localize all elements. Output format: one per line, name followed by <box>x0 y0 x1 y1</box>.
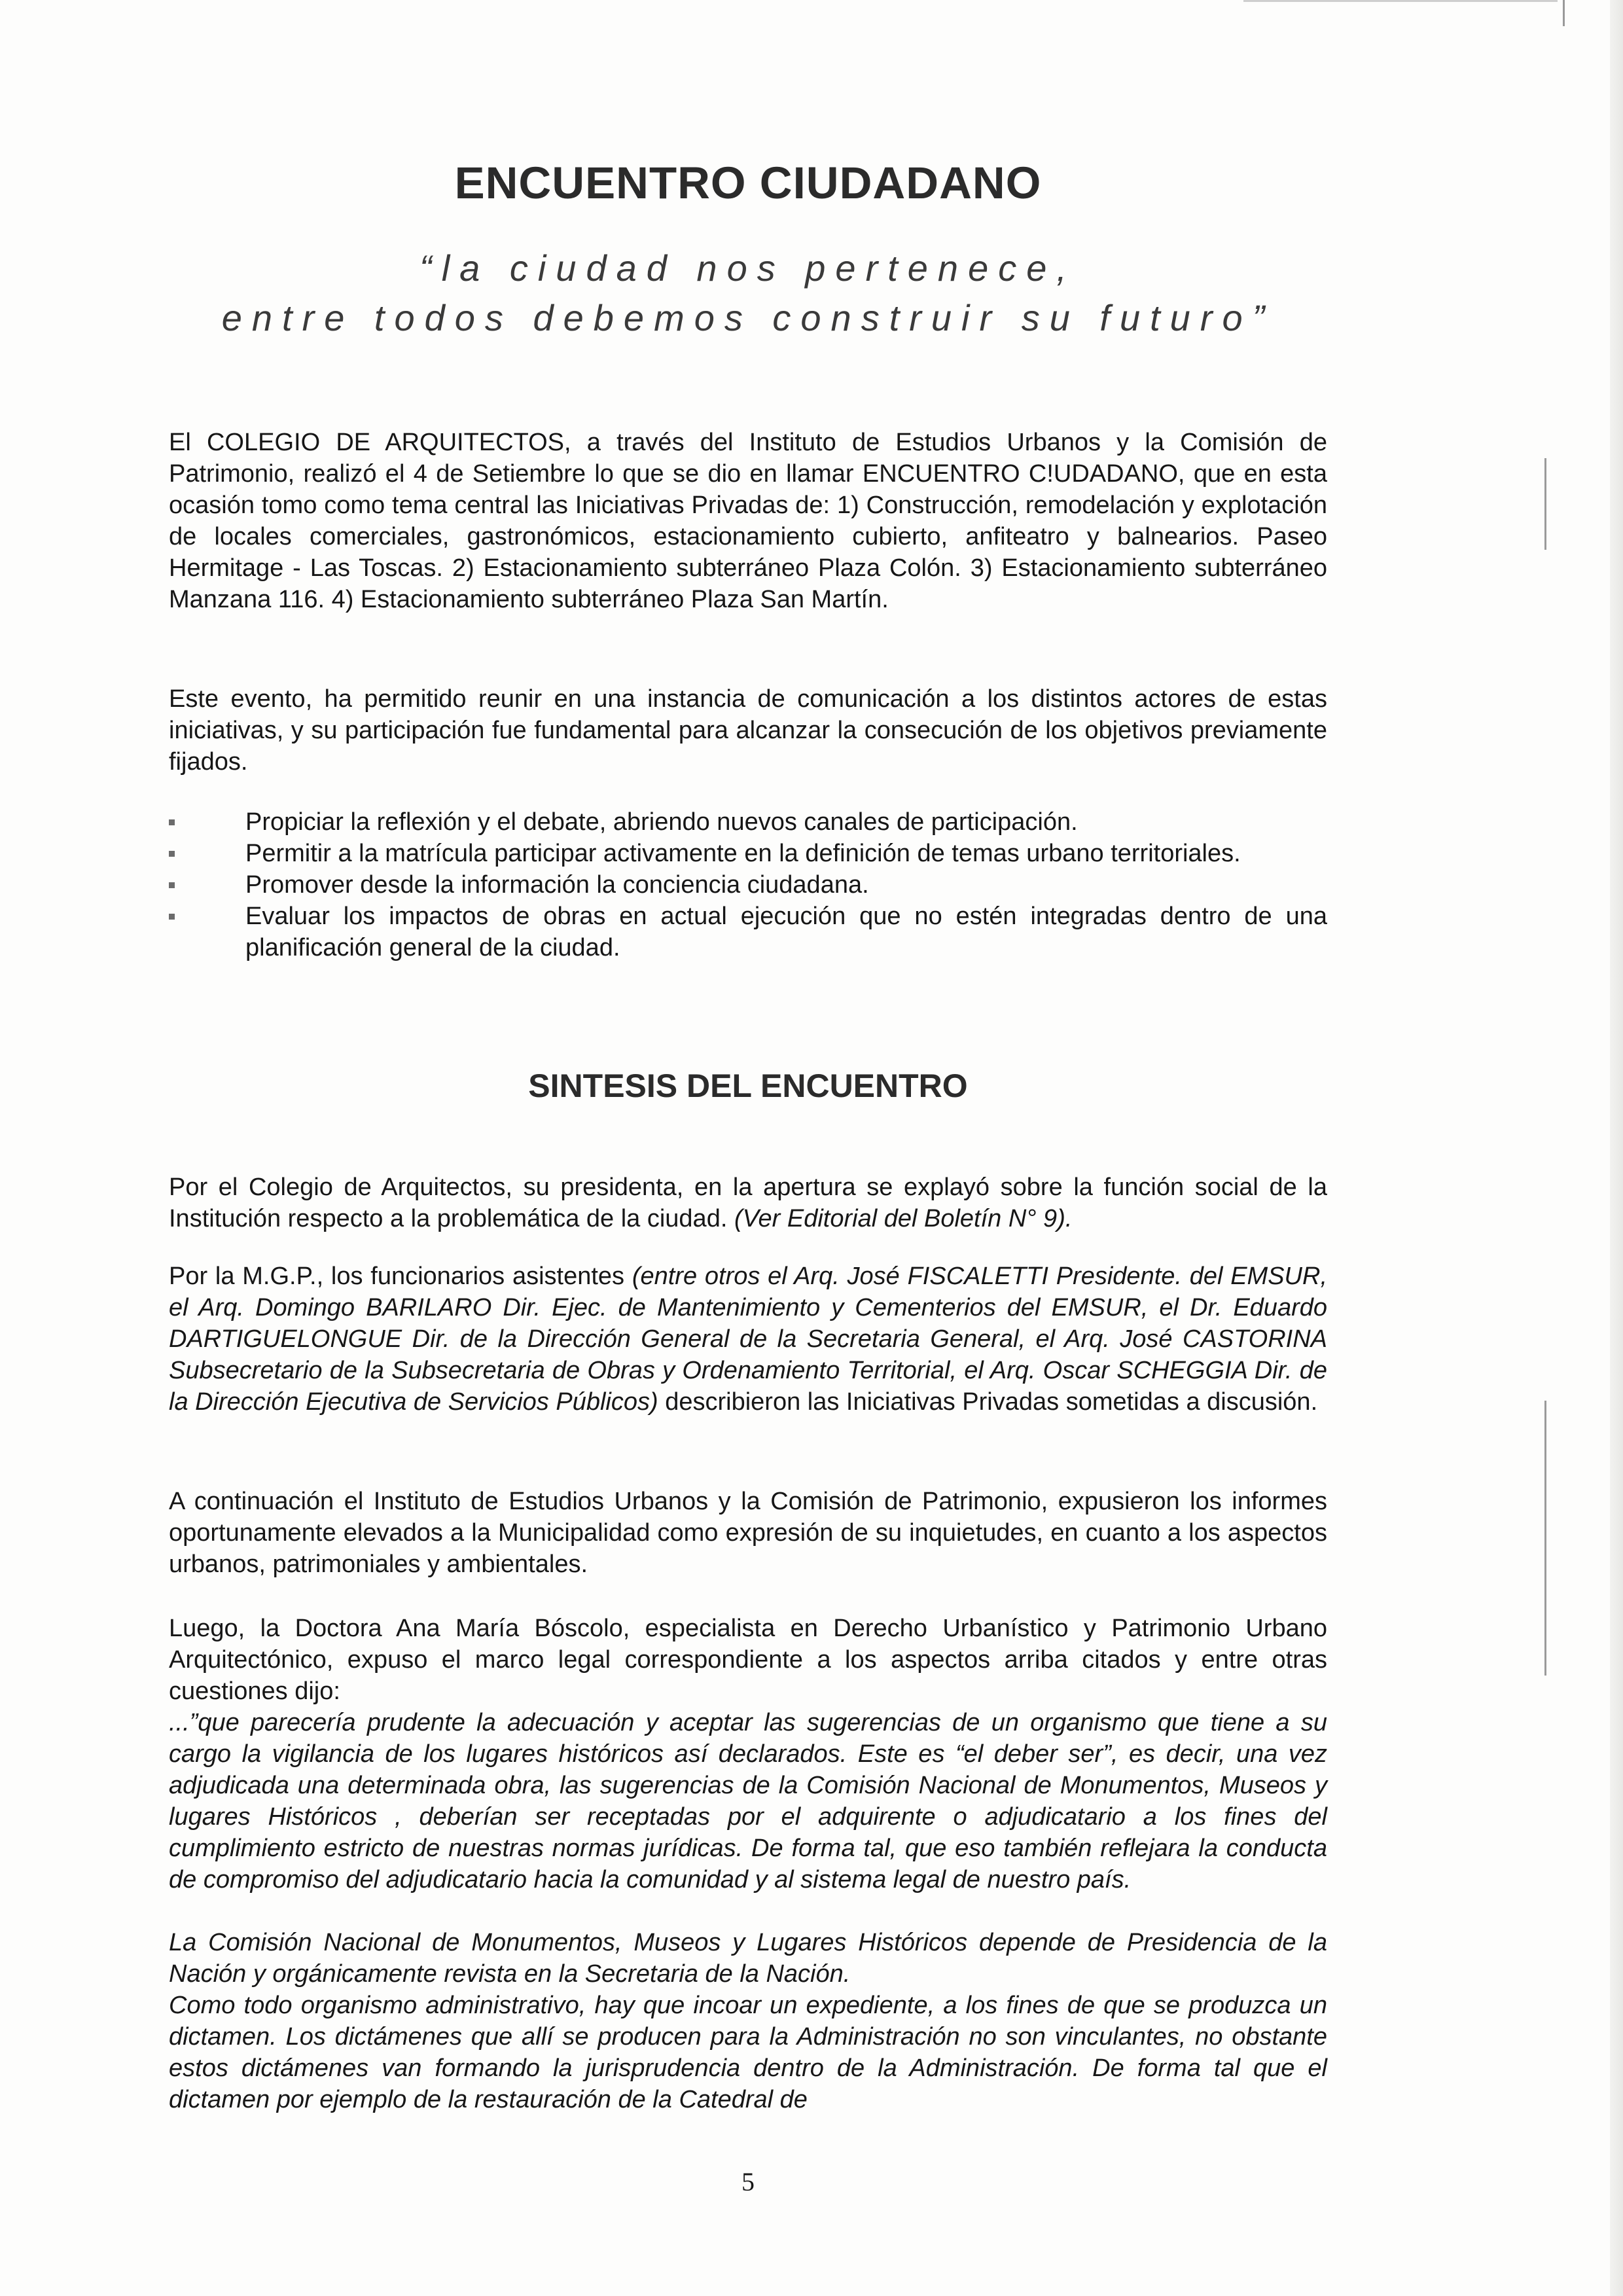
section-title: SINTESIS DEL ENCUENTRO <box>528 1067 968 1104</box>
scan-mark <box>1544 1401 1546 1676</box>
colegio-paragraph <box>169 1172 1327 1234</box>
bullet-icon <box>169 851 175 857</box>
page-number: 5 <box>741 2167 755 2197</box>
quote-paragraph-1: ...”que parecería prudente la adecuación y aceptar las sugerencias de un organismo que tiene a su cargo la vigilancia de los lugares históricos así declarados. Este es “el deber ser”, es decir, una vez adjudicada una determinada obra, las sugerencias de la Comisión Nacional de Monumentos, Museos y lugares Históricos , deberían ser receptadas por el adquirente o adjudicatario a los fines del cumplimiento estricto de nuestras normas jurídicas. De forma tal, que eso también reflejara la conducta de compromiso del adjudicatario hacia la comunidad y al sistema legal de nuestro país. <box>169 1709 1327 1893</box>
objective-text: Permitir a la matrícula participar activamente en la definición de temas urbano territoriales. <box>245 840 1241 867</box>
event-paragraph: Este evento, ha permitido reunir en una instancia de comunicación a los distintos actores de estas iniciativas, y su participación fue fundamental para alcanzar la consecución de los objetivos previamente fijados. <box>169 685 1327 776</box>
continuation-paragraph: A continuación el Instituto de Estudios Urbanos y la Comisión de Patrimonio, expusieron los informes oportunamente elevados a la Municipalidad como expresión de su inquietudes, en cuanto a los aspectos urbanos, patrimoniales y ambientales. <box>169 1488 1327 1578</box>
bullet-icon <box>169 882 175 888</box>
bullet-icon <box>169 819 175 825</box>
list-item <box>169 806 1327 838</box>
mgp-paragraph <box>169 1261 1327 1418</box>
scan-mark <box>1563 0 1565 26</box>
objective-text: Promover desde la información la conciencia ciudadana. <box>245 871 869 899</box>
objectives-list <box>169 806 1327 963</box>
objective-text: Propiciar la reflexión y el debate, abriendo nuevos canales de participación. <box>245 808 1078 836</box>
objective-text: Evaluar los impactos de obras en actual ejecución que no estén integradas dentro de una planificación general de la ciudad. <box>245 903 1327 961</box>
colegio-text: Por el Colegio de Arquitectos, su presidenta, en la apertura se explayó sobre la función social de la Institución respecto a la problemática de la ciudad. <box>169 1174 1327 1232</box>
colegio-ref: (Ver Editorial del Boletín N° 9). <box>734 1205 1073 1232</box>
list-item <box>169 901 1327 963</box>
quote-paragraph-3: Como todo organismo administrativo, hay que incoar un expediente, a los fines de que se produzca un dictamen. Los dictámenes que allí se producen para la Administración no son vinculantes, no obstante estos dictámenes van formando la jurisprudencia dentro de la Administración. De forma tal que el dictamen por ejemplo de la restauración de la Catedral de <box>169 1992 1327 2113</box>
list-item <box>169 838 1327 869</box>
scan-mark <box>1544 458 1546 550</box>
mgp-officials: (entre otros el Arq. José FISCALETTI Presidente. del EMSUR, el Arq. Domingo BARILARO Dir. Ejec. de Mantenimiento y Cementerios del EMSUR, el Dr. Eduardo DARTIGUELONGUE Dir. de la Dirección General de la Secretaria General, el Arq. José CASTORINA Subsecretario de la Subsecretaria de Obras y Ordenamiento Territorial, el Arq. Oscar SCHEGGIA Dir. de la Dirección Ejecutiva de Servicios Públicos) <box>169 1263 1327 1416</box>
document-subtitle <box>169 243 1327 343</box>
subtitle-line-2: entre todos debemos construir su futuro” <box>221 297 1275 338</box>
mgp-tail: describieron las Iniciativas Privadas sometidas a discusión. <box>658 1388 1318 1416</box>
list-item <box>169 869 1327 901</box>
mgp-lead: Por la M.G.P., los funcionarios asistentes <box>169 1263 632 1290</box>
quote-paragraph-2: La Comisión Nacional de Monumentos, Museos y Lugares Históricos depende de Presidencia de la Nación y orgánicamente revista en la Secretaria de la Nación. <box>169 1929 1327 1988</box>
scanned-page-edge <box>1610 0 1623 2296</box>
intro-paragraph: El COLEGIO DE ARQUITECTOS, a través del Instituto de Estudios Urbanos y la Comisión de Patrimonio, realizó el 4 de Setiembre lo que se dio en llamar ENCUENTRO C!UDADANO, que en esta ocasión tomo como tema central las Iniciativas Privadas de: 1) Construcción, remodelación y explotación de locales comerciales, gastronómicos, estacionamiento cubierto, anfiteatro y balnearios. Paseo Hermitage - Las Toscas. 2) Estacionamiento subterráneo Plaza Colón. 3) Estacionamiento subterráneo Manzana 116. 4) Estacionamiento subterráneo Plaza San Martín. <box>169 429 1327 613</box>
scan-top-rule <box>1243 0 1558 2</box>
subtitle-line-1: “la ciudad nos pertenece, <box>419 247 1077 289</box>
bullet-icon <box>169 914 175 920</box>
boscolo-paragraph: Luego, la Doctora Ana María Bóscolo, especialista en Derecho Urbanístico y Patrimonio Urbano Arquitectónico, expuso el marco legal correspondiente a los aspectos arriba citados y entre otras cuestiones dijo: <box>169 1615 1327 1705</box>
document-title: ENCUENTRO CIUDADANO <box>454 158 1042 208</box>
